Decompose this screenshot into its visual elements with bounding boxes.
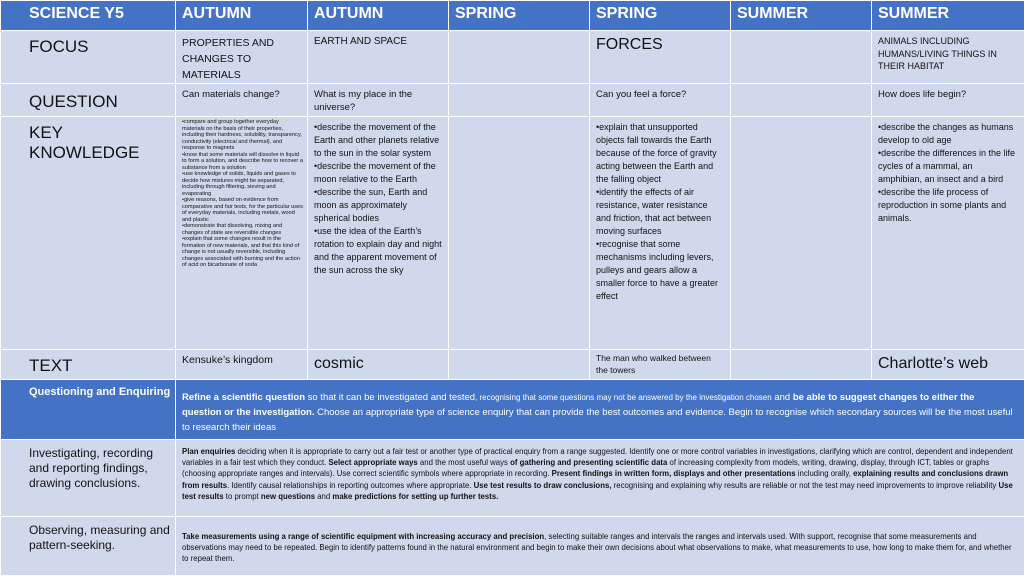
knowledge-item: •describe the differences in the life cycles of a mammal, an amphibian, an insect and a bird bbox=[878, 148, 1016, 184]
investigating-part: recognising and explaining why results are reliable or not the test may need improvements to improve reliability bbox=[611, 480, 999, 490]
knowledge-item: •describe the movement of the moon relative to the Earth bbox=[314, 161, 436, 184]
question-row bbox=[1, 84, 1024, 117]
text-row bbox=[1, 350, 1024, 380]
header-summer-2: SUMMER bbox=[872, 1, 1024, 31]
questioning-text-4: Choose an appropriate type of science enquiry that can provide the best outcomes and evidence. Begin to recognise which secondary sources will be the most useful to research their ideas bbox=[182, 407, 1013, 433]
knowledge-item: •describe the changes as humans develop to old age bbox=[878, 122, 1014, 145]
investigating-part: Use test results bbox=[182, 480, 1013, 501]
observing-content bbox=[176, 517, 1024, 576]
investigating-part: explaining results and conclusions drawn from results bbox=[182, 469, 1009, 490]
knowledge-spring-1 bbox=[449, 117, 589, 121]
knowledge-item: •know that some materials will dissolve in liquid to form a solution, and describe how to recover a substance from a solution bbox=[182, 151, 303, 171]
knowledge-item: •recognise that some mechanisms including levers, pulleys and gears allow a smaller force to have a greater effect bbox=[596, 239, 719, 301]
questioning-content bbox=[176, 380, 1024, 440]
question-autumn-1: Can materials change? bbox=[182, 89, 280, 100]
focus-label: FOCUS bbox=[1, 31, 176, 84]
investigating-part: of increasing complexity from models, writing, drawing, display, through ICT, tables or graphs (choosing appropriate ranges and intervals). Use correct scientific symbols where appropriate in recording. bbox=[182, 458, 990, 479]
questioning-label: Questioning and Enquiring bbox=[1, 380, 176, 440]
knowledge-item: •explain that unsupported objects fall towards the Earth because of the force of gravity acting between the Earth and the falling object bbox=[596, 122, 717, 184]
question-summer-2: How does life begin? bbox=[878, 89, 967, 100]
question-label: QUESTION bbox=[1, 84, 176, 117]
observing-part: Take measurements using a range of scientific equipment with increasing accuracy and precision bbox=[182, 532, 545, 541]
knowledge-row bbox=[1, 117, 1024, 350]
focus-spring-1 bbox=[449, 31, 589, 35]
investigating-part: including orally, bbox=[795, 469, 854, 479]
knowledge-item: •explain that some changes result in the formation of new materials, and that this kind of change is not usually reversible, including changes associated with burning and the action of acid on bicarbonate of soda bbox=[182, 236, 300, 268]
investigating-part: and bbox=[315, 491, 333, 501]
questioning-bold-1: Refine a scientific question bbox=[182, 392, 305, 403]
investigating-part: . Identify causal relationships in reporting outcomes where appropriate. bbox=[227, 480, 474, 490]
investigating-part: Select appropriate ways bbox=[328, 458, 418, 468]
observing-label: Observing, measuring and pattern-seeking. bbox=[1, 517, 176, 576]
text-summer-1 bbox=[731, 350, 871, 354]
knowledge-item: •give reasons, based on evidence from comparative and fair tests, for the particular uses of everyday materials, including metals, wood and plastic bbox=[182, 197, 303, 223]
text-spring-2: The man who walked between the towers bbox=[596, 353, 711, 375]
investigating-part: of gathering and presenting scientific data bbox=[510, 458, 668, 468]
investigating-part: new questions bbox=[260, 491, 316, 501]
knowledge-autumn-2 bbox=[308, 117, 448, 277]
questioning-text-1: so that it can be investigated and tested bbox=[305, 392, 476, 403]
focus-summer-1 bbox=[731, 31, 871, 35]
questioning-row bbox=[1, 380, 1024, 440]
header-science-y5: SCIENCE Y5 bbox=[1, 1, 176, 31]
investigating-content bbox=[176, 440, 1024, 517]
knowledge-item: •use the idea of the Earth’s rotation to explain day and night and the apparent movement of the sun across the sky bbox=[314, 226, 442, 275]
knowledge-item: •describe the sun, Earth and moon as approximately spherical bodies bbox=[314, 187, 428, 223]
knowledge-item: •describe the movement of the Earth and other planets relative to the sun in the solar system bbox=[314, 122, 440, 158]
header-spring-1: SPRING bbox=[449, 1, 590, 31]
header-row bbox=[1, 1, 1024, 31]
knowledge-item: •compare and group together everyday materials on the basis of their properties, including their hardness, solubility, transparency, conductivity (electrical and thermal), and response to magnets bbox=[182, 119, 302, 151]
knowledge-item: •use knowledge of solids, liquids and gases to decide how mixtures might be separated, including through filtering, sieving and evaporating bbox=[182, 171, 296, 197]
text-autumn-1: Kensuke’s kingdom bbox=[182, 354, 273, 366]
knowledge-summer-2 bbox=[872, 117, 1024, 225]
question-spring-2: Can you feel a force? bbox=[596, 89, 687, 100]
header-spring-2: SPRING bbox=[590, 1, 731, 31]
knowledge-item: •identify the effects of air resistance, water resistance and friction, that act between moving surfaces bbox=[596, 187, 712, 236]
focus-autumn-1: PROPERTIES AND CHANGES TO MATERIALS bbox=[182, 37, 274, 81]
focus-autumn-2: EARTH AND SPACE bbox=[314, 36, 407, 47]
knowledge-label-line2: KNOWLEDGE bbox=[29, 143, 140, 162]
knowledge-item: •describe the life process of reproduction in some plants and animals. bbox=[878, 187, 1007, 223]
questioning-text-3: and bbox=[771, 392, 793, 403]
text-autumn-2: cosmic bbox=[314, 355, 364, 372]
question-spring-1 bbox=[449, 84, 589, 88]
text-summer-2: Charlotte’s web bbox=[878, 355, 988, 372]
investigating-part: make predictions for setting up further tests. bbox=[332, 491, 499, 501]
knowledge-summer-1 bbox=[731, 117, 871, 121]
investigating-part: Plan enquiries bbox=[182, 447, 236, 456]
investigating-part: deciding when it is appropriate to carry out a fair test or another type of practical enquiry from a range suggested. Identify one or more control variables in investigations, clarifying which are control, dependent and independent variables in a fair test which they conduct. bbox=[182, 447, 1013, 468]
text-spring-1 bbox=[449, 350, 589, 354]
text-label: TEXT bbox=[1, 350, 176, 380]
investigating-row bbox=[1, 440, 1024, 517]
knowledge-label bbox=[1, 117, 176, 350]
knowledge-item: •demonstrate that dissolving, mixing and changes of state are reversible changes bbox=[182, 223, 283, 236]
investigating-part: Use test results to draw conclusions, bbox=[473, 480, 612, 490]
knowledge-spring-2 bbox=[590, 117, 730, 303]
focus-row bbox=[1, 31, 1024, 84]
questioning-bold-2: be able to suggest changes to either the question or the investigation. bbox=[182, 392, 975, 418]
investigating-part: Present findings in written form, displays and other presentations bbox=[551, 469, 796, 479]
knowledge-label-line1: KEY bbox=[29, 123, 64, 142]
investigating-part: to prompt bbox=[223, 491, 261, 501]
observing-row bbox=[1, 517, 1024, 576]
observing-part: , selecting suitable ranges and intervals the ranges and intervals used. With support, recognise that some measurements and observations may need to be repeated. Begin to identify patterns found in the natural environment and begin to make their own decisions about what observations to make, what measurements to use, how long to make them for, and whether to repeat them. bbox=[182, 532, 1012, 564]
header-autumn-2: AUTUMN bbox=[308, 1, 449, 31]
question-autumn-2: What is my place in the universe? bbox=[314, 89, 413, 113]
header-summer-1: SUMMER bbox=[731, 1, 872, 31]
focus-spring-2: FORCES bbox=[596, 36, 663, 53]
header-autumn-1: AUTUMN bbox=[176, 1, 308, 31]
questioning-text-2: , recognising that some questions may not be answered by the investigation chosen bbox=[475, 393, 772, 402]
knowledge-autumn-1 bbox=[176, 117, 307, 269]
investigating-part: and the most useful ways bbox=[417, 458, 511, 468]
investigating-label: Investigating, recording and reporting findings, drawing conclusions. bbox=[1, 440, 176, 517]
question-summer-1 bbox=[731, 84, 871, 88]
focus-summer-2: ANIMALS INCLUDING HUMANS/LIVING THINGS IN THEIR HABITAT bbox=[878, 36, 997, 71]
